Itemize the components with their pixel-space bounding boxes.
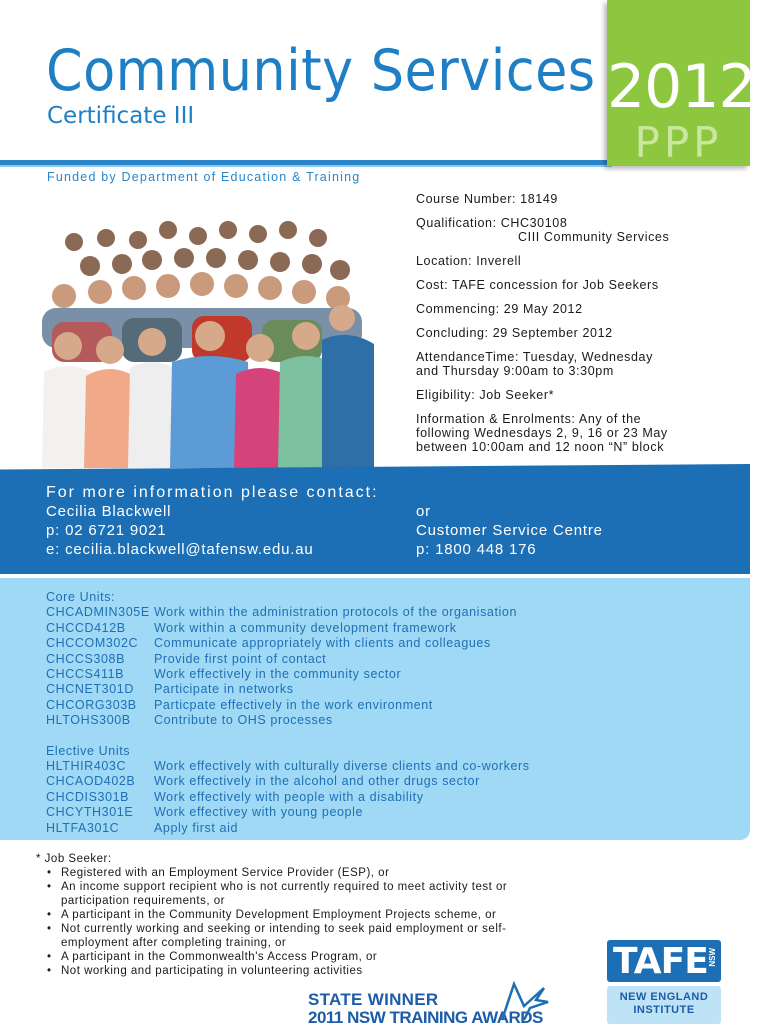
unit-title: Work effectively with people with a disability [154,789,424,804]
units-list [46,590,530,836]
cost: Cost: TAFE concession for Job Seekers [416,278,659,292]
institute-line-2: INSTITUTE [633,1004,695,1016]
qualification [416,216,746,244]
award-title: STATE WINNER [308,990,439,1009]
unit-row [46,621,530,636]
list-item: • A participant in the Community Development Employment Projects scheme, or [47,908,556,922]
unit-title: Work effectivey with young people [154,805,364,820]
unit-code: HLTOHS300B [46,713,131,728]
badge-program: PPP [634,118,723,167]
unit-code: CHCDIS301B [46,789,130,804]
tafe-logo-top [607,940,721,982]
list-item: • An income support recipient who is not currently required to meet activity test or participation requirements, or [47,880,556,908]
enrolment-line-3: between 10:00am and 12 noon “N” block [416,440,665,454]
crowd-figures [42,221,374,468]
job-seeker-heading: * Job Seeker: [36,853,112,865]
customer-service-phone[interactable]: p: 1800 448 176 [416,541,537,558]
attendance-time [416,350,746,378]
core-units-heading: Core Units: [46,590,116,604]
badge-year: 2012 [607,52,756,122]
course-details [416,192,746,464]
group-photo [22,212,378,468]
award-swoosh-icon [500,980,550,1024]
list-item: • A participant in the Commonwealth's Access Program, or [47,950,556,964]
commencing-date: Commencing: 29 May 2012 [416,302,583,316]
elective-units-heading: Elective Units [46,743,131,758]
unit-row [46,790,530,805]
unit-code: CHCORG303B [46,697,137,712]
tafe-wordmark: TAFE [613,941,708,982]
page-title: Community Services [46,38,596,104]
course-number: Course Number: 18149 [416,192,558,206]
unit-title: Participate in networks [154,682,294,697]
contact-email[interactable]: e: cecilia.blackwell@tafensw.edu.au [46,541,314,558]
attendance-line-2: and Thursday 9:00am to 3:30pm [416,364,614,378]
unit-title: Particpate effectively in the work environment [154,697,433,712]
unit-row [46,805,530,820]
unit-code: CHCCOM302C [46,636,139,651]
unit-row [46,759,530,774]
contact-heading: For more information please contact: [46,484,379,501]
enrolment-info [416,412,746,454]
year-badge [607,0,756,167]
eligibility: Eligibility: Job Seeker* [416,388,555,402]
unit-code: CHCCD412B [46,620,126,635]
unit-code: CHCAOD402B [46,774,136,789]
contact-primary [46,483,379,559]
contact-or: or [416,503,431,520]
enrolment-line-2: following Wednesdays 2, 9, 16 or 23 May [416,426,668,440]
unit-title: Work effectively in the community sector [154,667,402,682]
list-item: • Registered with an Employment Service Provider (ESP), or [47,866,556,880]
unit-row [46,605,530,620]
job-seeker-list [47,866,556,978]
unit-code: CHCYTH301E [46,805,134,820]
unit-row [46,682,530,697]
unit-row [46,636,530,651]
contact-name: Cecilia Blackwell [46,503,172,520]
units-spacer [46,729,530,744]
tafe-logo [605,940,723,1024]
unit-code: HLTHIR403C [46,759,127,774]
unit-title: Work within a community development framework [154,620,457,635]
unit-code: CHCNET301D [46,682,134,697]
award-subtitle: 2011 NSW TRAINING AWARDS [308,1008,543,1024]
location: Location: Inverell [416,254,522,268]
units-panel [0,578,750,840]
unit-row [46,821,530,836]
unit-code: HLTFA301C [46,820,120,835]
unit-row [46,667,530,682]
institute-line-1: NEW ENGLAND [619,991,709,1003]
unit-title: Work effectively with culturally diverse clients and co-workers [154,759,530,774]
enrolment-line-1: Information & Enrolments: Any of the [416,412,642,426]
unit-row [46,652,530,667]
unit-title: Contribute to OHS processes [154,713,333,728]
funding-note: Funded by Department of Education & Training [47,170,361,184]
unit-code: CHCCS411B [46,667,125,682]
unit-code: CHCCS308B [46,651,126,666]
qualification-code: Qualification: CHC30108 [416,216,568,230]
tafe-state: NSW [708,948,717,967]
customer-service-centre: Customer Service Centre [416,522,603,539]
list-item: • Not currently working and seeking or intending to seek paid employment or self-employment after completing training, or [47,922,556,950]
unit-code: CHCADMIN305E [46,605,150,620]
unit-row [46,774,530,789]
unit-title: Provide first point of contact [154,651,327,666]
job-seeker-footnote [36,852,556,978]
unit-row [46,698,530,713]
unit-title: Work effectively in the alcohol and other drugs sector [154,774,480,789]
concluding-date: Concluding: 29 September 2012 [416,326,613,340]
unit-row [46,713,530,728]
unit-title: Apply first aid [154,820,239,835]
contact-secondary [416,502,603,559]
page-subtitle: Certificate III [47,103,195,129]
contact-phone[interactable]: p: 02 6721 9021 [46,522,167,539]
qualification-name: CIII Community Services [518,230,670,244]
attendance-line-1: AttendanceTime: Tuesday, Wednesday [416,350,653,364]
unit-title: Work within the administration protocols of the organisation [154,605,518,620]
tafe-institute [607,986,721,1024]
unit-title: Communicate appropriately with clients and colleagues [154,636,491,651]
header-divider-light [0,165,612,167]
training-award [306,990,566,1024]
list-item: • Not working and participating in volunteering activities [47,964,556,978]
